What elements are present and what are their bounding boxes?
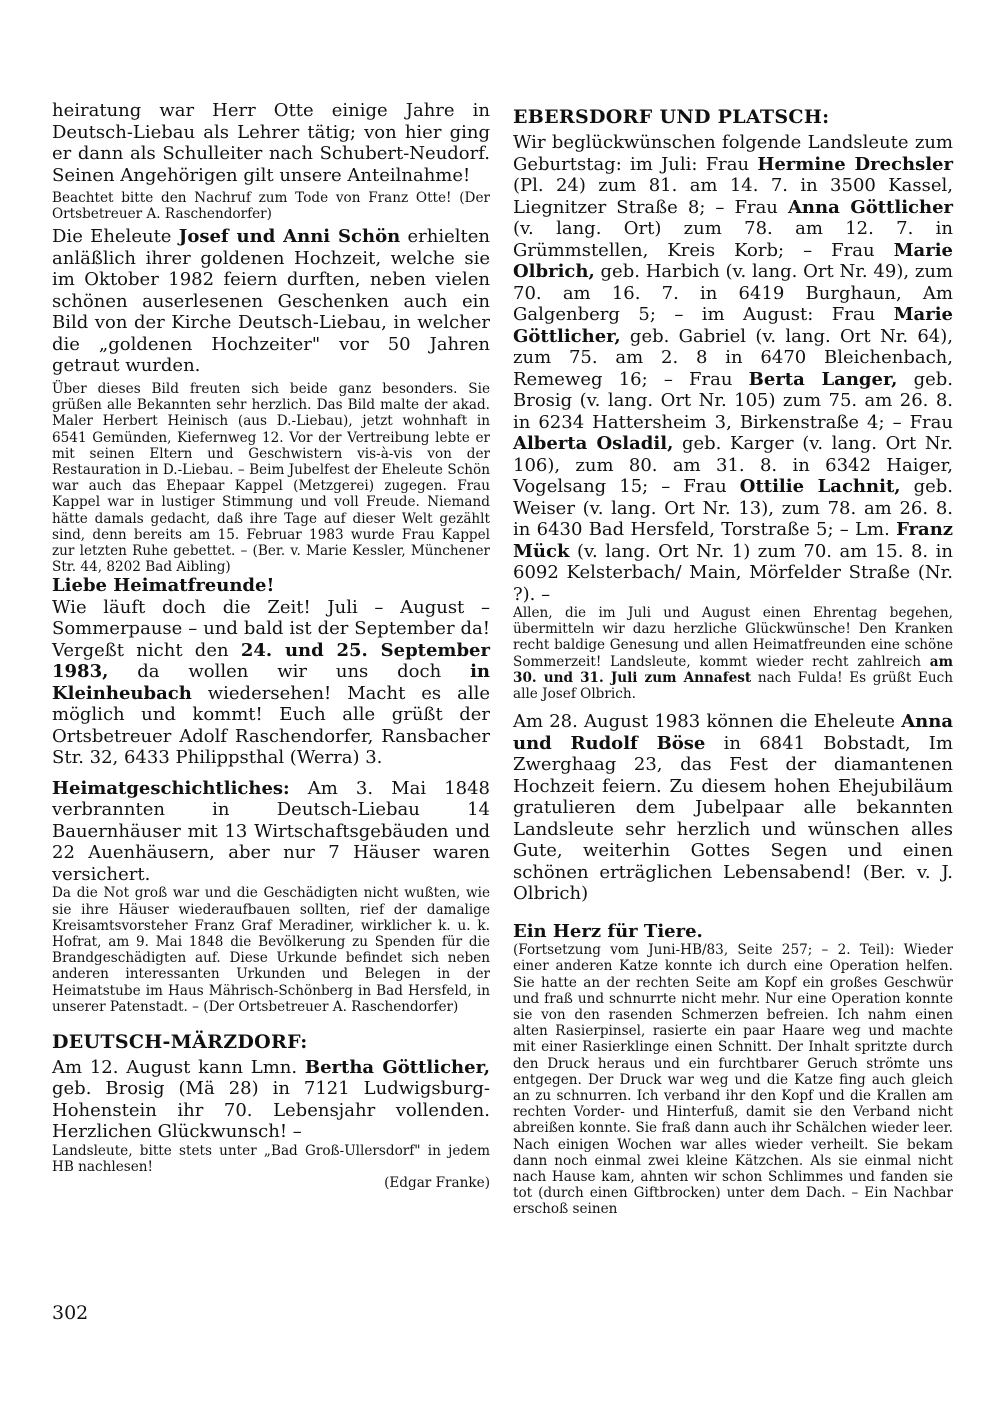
signature-franke: (Edgar Franke) [384,1175,490,1192]
heading-ebersdorf: EBERSDORF UND PLATSCH: [513,106,830,128]
signature-row [52,1175,490,1191]
paragraph-bild: Über dieses Bild freuten sich beide ganz besonders. Sie grüßen alle Bekannten sehr herzlich. Das Bild malte der akad. Maler Herbert Heinisch (aus D.-Liebau), jetzt wohnhaft in 6541 Gemünden, Kiefernweg 12. Vor der Vertreibung lebte er mit seinen Eltern und Geschwistern vis-à-vis von der Restauration in D.-Liebau. – Beim Jubelfest der Eheleute Schön war auch das Ehepaar Kappel (Metzgerei) zugegen. Frau Kappel war in lustiger Stimmung und voll Freude. Niemand hätte damals gedacht, daß ihre Tage auf dieser Welt gezählt sind, denn bereits am 15. Februar 1983 wurde Frau Kappel zur letzten Ruhe gebettet. – (Ber. v. Marie Kessler, Münchener Str. 44, 8202 Bad Aibling) [52,380,490,576]
heading-herz-fuer-tiere: Ein Herz für Tiere. [513,920,703,942]
paragraph-urkunde: Da die Not groß war und die Geschädigten nicht wußten, wie sie ihre Häuser wiederaufbauen sollten, rief der damalige Kreisamtsvorsteher Franz Graf Meradiner, wirklicher k. u. k. Hofrat, am 9. Mai 1848 die Bevölkerung zu Spenden für die Brandgeschädigten auf. Diese Urkunde befindet sich neben anderen interessanten Urkunden und Belegen in der Heimatstube im Haus Mährisch-Schönberg in Bad Hersfeld, in unserer Patenstadt. – (Der Ortsbetreuer A. Raschendorfer) [52,885,490,1015]
paragraph-heimatgeschichte: Heimatgeschichtliches: Am 3. Mai 1848 verbrannten in Deutsch-Liebau 14 Bauernhäuser mit 13 Wirtschaftsgebäuden und 22 Auenhäusern, aber nur 7 Häuser waren versichert. [52,777,490,885]
note-hb: Landsleute, bitte stets unter „Bad Groß-Ullersdorf" in jedem HB nachlesen! [52,1142,490,1176]
left-column [52,100,490,1192]
paragraph-kleinheubach: Wie läuft doch die Zeit! Juli – August – Sommerpause – und bald ist der September da! Vergeßt nicht den 24. und 25. September 1983, da wollen wir uns doch in Kleinheubach wiedersehen! Macht es alle möglich und kommt! Euch alle grüßt der Ortsbetreuer Adolf Raschendorfer, Ransbacher Str. 32, 6433 Philippsthal (Werra) 3. [52,596,490,769]
right-column [513,100,953,1218]
paragraph-geburtstage: Wir beglückwünschen folgende Landsleute zum Geburtstag: im Juli: Frau Hermine Drechsler (Pl. 24) zum 81. am 14. 7. in 3500 Kassel, Liegnitzer Straße 8; – Frau Anna Göttlicher (v. lang. Ort) zum 78. am 12. 7. in Grümmstellen, Kreis Korb; – Frau Marie Olbrich, geb. Harbich (v. lang. Ort Nr. 49), zum 70. am 16. 7. in 6419 Burghaun, Am Galgenberg 5; – im August: Frau Marie Göttlicher, geb. Gabriel (v. lang. Ort Nr. 64), zum 75. am 2. 8 in 6470 Bleichenbach, Remeweg 16; – Frau Berta Langer, geb. Brosig (v. lang. Ort Nr. 105) zum 75. am 26. 8. in 6234 Hattersheim 3, Birkenstraße 4; – Frau Alberta Osladil, geb. Karger (v. lang. Ort Nr. 106), zum 80. am 31. 8. in 6342 Haiger, Vogelsang 15; – Frau Ottilie Lachnit, geb. Weiser (v. lang. Ort Nr. 13), zum 78. am 26. 8. in 6430 Bad Hersfeld, Torstraße 5; – Lm. Franz Mück (v. lang. Ort Nr. 1) zum 70. am 15. 8. in 6092 Kelsterbach/ Main, Mörfelder Straße (Nr. ?). – [513,132,954,605]
heading-deutsch-maerzdorf: DEUTSCH-MÄRZDORF: [52,1030,308,1053]
note-nachruf: Beachtet bitte den Nachruf zum Tode von Franz Otte! (Der Ortsbetreuer A. Raschendorfer) [52,190,490,223]
paragraph-schoen: Die Eheleute Josef und Anni Schön erhielten anläßlich ihrer goldenen Hochzeit, welche sie im Oktober 1982 feiern durften, neben vielen schönen auserlesenen Geschenken auch ein Bild von der Kirche Deutsch-Liebau, in welcher die „goldenen Hochzeiter" vor 50 Jahren getraut wurden. [52,226,491,377]
paragraph-boese: Am 28. August 1983 können die Eheleute Anna und Rudolf Böse in 6841 Bobstadt, Im Zwerghaag 23, das Fest der diamantenen Hochzeit feiern. Zu diesem hohen Ehejubiläum gratulieren dem Jubelpaar alle bekannten Landsleute sehr herzlich und wünschen alles Gute, weiterhin Gottes Segen und einen schönen erträglichen Lebensabend! (Ber. v. J. Olbrich) [513,711,953,905]
paragraph-annafest: Allen, die im Juli und August einen Ehrentag begehen, übermitteln wir dazu herzliche Glückwünsche! Den Kranken recht baldige Genesung und allen Heimatfreunden eine schöne Sommerzeit! Landsleute, kommt wieder recht zahlreich am 30. und 31. Juli zum Annafest nach Fulda! Es grüßt Euch alle Josef Olbrich. [513,605,953,703]
page-number: 302 [52,1302,89,1324]
paragraph-goettlicher: Am 12. August kann Lmn. Bertha Göttlicher, geb. Brosig (Mä 28) in 7121 Ludwigsburg-Hohenstein ihr 70. Lebensjahr vollenden. Herzlichen Glückwunsch! – [52,1056,491,1143]
heading-heimatfreunde: Liebe Heimatfreunde! [52,575,275,597]
paragraph-otte: heiratung war Herr Otte einige Jahre in Deutsch-Liebau als Lehrer tätig; von hier ging er dann als Schulleiter nach Schubert-Neudorf. Seinen Angehörigen gilt unsere Anteilnahme! [52,100,490,186]
paragraph-katze: (Fortsetzung vom Juni-HB/83, Seite 257; – 2. Teil): Wieder einer anderen Katze konnte ich durch eine Operation helfen. Sie hatte an der rechten Seite am Kopf ein großes Geschwür und fraß und schnurrte nicht mehr. Nur eine Operation konnte sie von den rasenden Schmerzen befreien. Ich nahm einen alten Rasierpinsel, rasierte ein paar Haare weg und machte mit einer Rasierklinge einen Schnitt. Der Inhalt spritzte durch den Druck heraus und ein furchtbarer Geruch strömte uns entgegen. Der Druck war weg und die Katze fing auch gleich an zu schnurren. Ich verband ihr den Kopf und die Krallen am rechten Vorder- und Hinterfuß, damit sie den Verband nicht abreißen konnte. Sie fraß dann auch ihr Schälchen wieder leer. Nach einigen Wochen war alles wieder verheilt. Sie bekam dann noch einmal zwei kleine Kätzchen. Als sie einmal nicht nach Hause kam, ahnten wir schon Schlimmes und fanden sie tot (durch einen Giftbrocken) unter dem Dach. – Ein Nachbar erschoß seinen [513,942,953,1218]
